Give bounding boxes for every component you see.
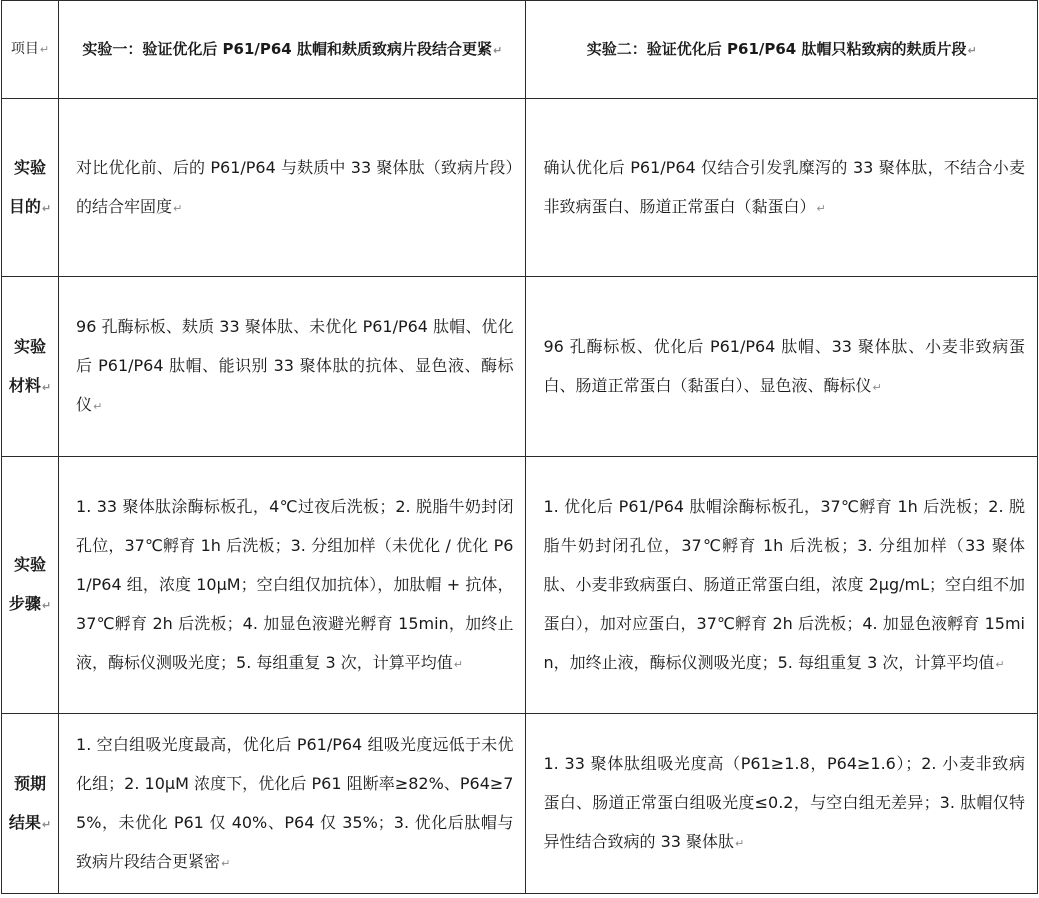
header-exp2-cell bbox=[526, 1, 1038, 99]
exp1-text: 对比优化前、后的 P61/P64 与麸质中 33 聚体肽（致病片段）的结合牢固度 bbox=[76, 157, 514, 216]
row-label-cell bbox=[2, 457, 59, 714]
exp2-cell bbox=[526, 277, 1038, 457]
row-label: 实验目的 bbox=[8, 157, 47, 216]
paragraph-mark-icon: ↵ bbox=[41, 599, 52, 612]
experiment-comparison-table bbox=[1, 0, 1038, 894]
table-row-materials bbox=[2, 277, 1038, 457]
paragraph-mark-icon: ↵ bbox=[816, 201, 826, 215]
header-exp2-title: 实验二：验证优化后 P61/P64 肽帽只粘致病的麸质片段 bbox=[586, 39, 967, 58]
exp2-text: 1. 33 聚体肽组吸光度高（P61≥1.8，P64≥1.6）；2. 小麦非致病蛋白、肠道正常蛋白组吸光度≤0.2，与空白组无差异；3. 肽帽仅特异性结合致病的 33 聚体肽 bbox=[543, 754, 1025, 851]
exp2-text: 1. 优化后 P61/P64 肽帽涂酶标板孔，37℃孵育 1h 后洗板；2. 脱脂牛奶封闭孔位，37℃孵育 1h 后洗板；3. 分组加样（33 聚体肽、小麦非致病蛋白、肠道正常蛋白组，浓度 2μg/mL；空白组不加蛋白），加对应蛋白，37℃孵育 2h 后洗板；4. 加显色液孵育 15min，加终止液，酶标仪测吸光度；5. 每组重复 3 次，计算平均值 bbox=[543, 496, 1025, 672]
row-label-cell bbox=[2, 99, 59, 277]
exp1-cell bbox=[59, 457, 526, 714]
row-label-cell bbox=[2, 714, 59, 894]
paragraph-mark-icon: ↵ bbox=[39, 43, 50, 56]
exp2-text: 确认优化后 P61/P64 仅结合引发乳糜泻的 33 聚体肽，不结合小麦非致病蛋白、肠道正常蛋白（黏蛋白） bbox=[543, 157, 1025, 216]
header-exp1-title: 实验一：验证优化后 P61/P64 肽帽和麸质致病片段结合更紧 bbox=[82, 39, 492, 58]
header-item-cell bbox=[2, 1, 59, 99]
paragraph-mark-icon: ↵ bbox=[93, 400, 103, 413]
paragraph-mark-icon: ↵ bbox=[735, 837, 745, 850]
paragraph-mark-icon: ↵ bbox=[41, 817, 52, 831]
row-label-cell bbox=[2, 277, 59, 457]
paragraph-mark-icon: ↵ bbox=[492, 43, 503, 57]
exp1-text: 96 孔酶标板、麸质 33 聚体肽、未优化 P61/P64 肽帽、优化后 P61/P64 肽帽、能识别 33 聚体肽的抗体、显色液、酶标仪 bbox=[76, 317, 514, 414]
exp1-text: 1. 空白组吸光度最高，优化后 P61/P64 组吸光度远低于未优化组；2. 10μM 浓度下，优化后 P61 阻断率≥82%、P64≥75%，未优化 P61 仅 40%、P64 仅 35%；3. 优化后肽帽与致病片段结合更紧密 bbox=[76, 734, 514, 871]
table-row-steps bbox=[2, 457, 1038, 714]
row-label: 预期结果 bbox=[8, 773, 47, 832]
header-item-label: 项目 bbox=[10, 41, 39, 57]
paragraph-mark-icon: ↵ bbox=[872, 380, 882, 394]
paragraph-mark-icon: ↵ bbox=[221, 856, 231, 870]
exp1-cell bbox=[59, 99, 526, 277]
paragraph-mark-icon: ↵ bbox=[173, 201, 183, 215]
header-exp1-cell bbox=[59, 1, 526, 99]
header-row bbox=[2, 1, 1038, 99]
paragraph-mark-icon: ↵ bbox=[967, 43, 977, 57]
paragraph-mark-icon: ↵ bbox=[41, 201, 52, 215]
exp1-text: 1. 33 聚体肽涂酶标板孔，4℃过夜后洗板；2. 脱脂牛奶封闭孔位，37℃孵育 1h 后洗板；3. 分组加样（未优化 / 优化 P61/P64 组，浓度 10μM；空白组仅加抗体），加肽帽 + 抗体，37℃孵育 2h 后洗板；4. 加显色液避光孵育 15min，加终止液，酶标仪测吸光度；5. 每组重复 3 次，计算平均值 bbox=[76, 496, 514, 672]
paragraph-mark-icon: ↵ bbox=[995, 657, 1005, 671]
row-label: 实验材料 bbox=[8, 336, 47, 395]
paragraph-mark-icon: ↵ bbox=[453, 657, 463, 671]
exp2-cell bbox=[526, 99, 1038, 277]
exp2-text: 96 孔酶标板、优化后 P61/P64 肽帽、33 聚体肽、小麦非致病蛋白、肠道正常蛋白（黏蛋白）、显色液、酶标仪 bbox=[543, 336, 1025, 395]
table-row-purpose bbox=[2, 99, 1038, 277]
table-row-expected-results bbox=[2, 714, 1038, 894]
row-label: 实验步骤 bbox=[8, 555, 47, 613]
exp1-cell bbox=[59, 277, 526, 457]
exp2-cell bbox=[526, 457, 1038, 714]
paragraph-mark-icon: ↵ bbox=[41, 380, 52, 394]
exp1-cell bbox=[59, 714, 526, 894]
exp2-cell bbox=[526, 714, 1038, 894]
